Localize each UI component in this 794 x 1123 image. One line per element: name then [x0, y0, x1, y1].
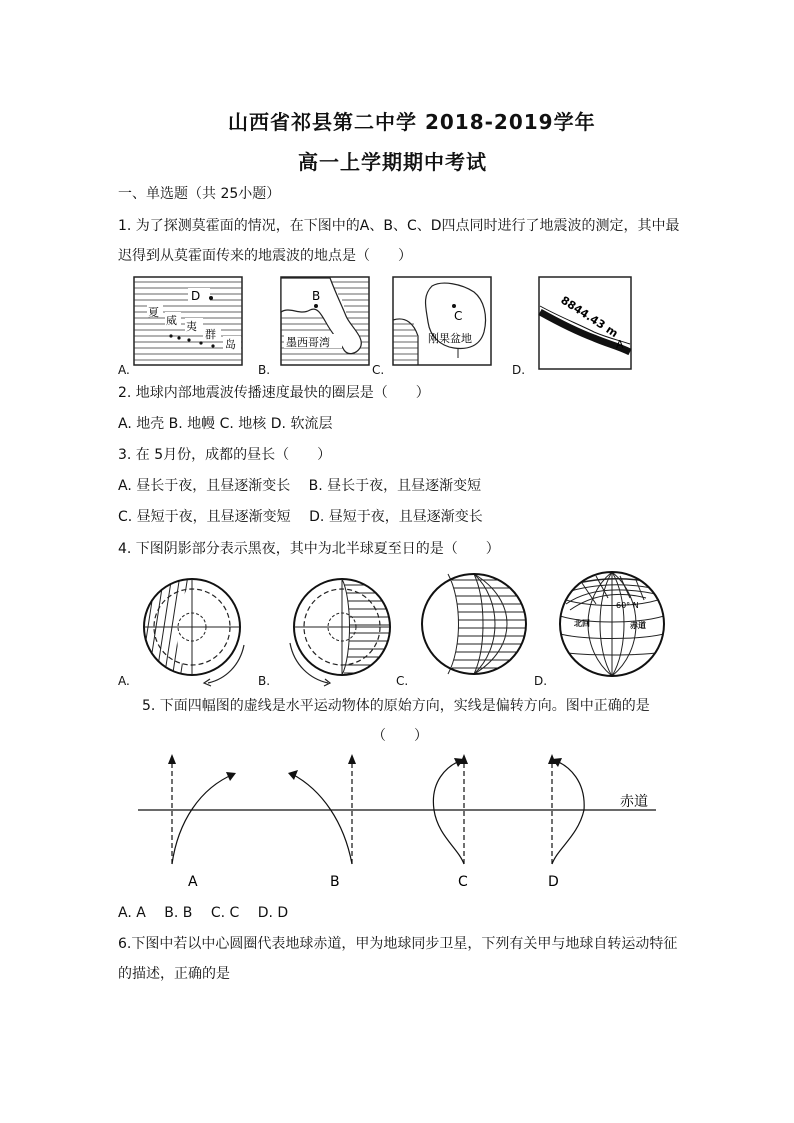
q4-globe-d [556, 568, 668, 682]
q1-map-c [392, 276, 494, 368]
q5-label-c: C [458, 874, 468, 890]
q4-globe-b [282, 575, 394, 687]
q6-stem-line1: 6.下图中若以中心圆圈代表地球赤道，甲为地球同步卫星，下列有关甲与地球自转运动特征 [118, 936, 678, 952]
q4-option-b: B. [258, 674, 271, 688]
q6-stem-line2: 的描述，正确的是 [118, 966, 230, 982]
q1-stem-line1: 1. 为了探测莫霍面的情况，在下图中的A、B、C、D四点同时进行了地震波的测定，其中最 [118, 218, 680, 234]
q1-option-d: D. [512, 363, 526, 377]
svg-text:威: 威 [166, 314, 177, 327]
q1-map-c-point: C [454, 309, 463, 323]
svg-text:墨西哥湾: 墨西哥湾 [286, 336, 330, 349]
q4-globe-a [140, 575, 250, 687]
q5-label-d: D [548, 874, 559, 890]
svg-text:夷: 夷 [186, 320, 197, 333]
q5-label-b: B [330, 874, 340, 890]
q1-option-a: A. [118, 363, 130, 377]
q4-option-c: C. [396, 674, 409, 688]
q5-options: A. A B. B C. C D. D [118, 905, 289, 921]
q2-options: A. 地壳 B. 地幔 C. 地核 D. 软流层 [118, 416, 333, 432]
q1-stem-line2: 迟得到从莫霍面传来的地震波的地点是（ ） [118, 248, 412, 264]
q3-stem: 3. 在 5月份，成都的昼长（ ） [118, 447, 332, 463]
svg-text:北回: 北回 [574, 619, 590, 628]
q1-map-b-point: B [312, 289, 321, 303]
svg-text:夏: 夏 [148, 306, 159, 319]
q1-option-b: B. [258, 363, 271, 377]
q1-map-d-height: 8844.43 m [558, 293, 621, 341]
q4-option-d: D. [534, 674, 548, 688]
page-subtitle: 高一上学期期中考试 [298, 150, 487, 174]
q2-stem: 2. 地球内部地震波传播速度最快的圈层是（ ） [118, 385, 430, 401]
section-heading: 一、单选题（共 25小题） [118, 186, 281, 202]
svg-text:刚果盆地: 刚果盆地 [428, 332, 472, 345]
q4-globe-c [418, 570, 532, 682]
q1-map-b [280, 276, 372, 368]
q3-options-row1: A. 昼长于夜，且昼逐渐变长 B. 昼长于夜，且昼逐渐变短 [118, 478, 482, 494]
q5-stem: 5. 下面四幅图的虚线是水平运动物体的原始方向，实线是偏转方向。图中正确的是 [142, 698, 650, 714]
q1-map-a-point: D [191, 289, 201, 303]
q4-globe-d-lat: 60° N [616, 601, 639, 610]
q4-option-a: A. [118, 674, 130, 688]
svg-text:群: 群 [205, 328, 216, 341]
q3-options-row2: C. 昼短于夜，且昼逐渐变短 D. 昼短于夜，且昼逐渐变长 [118, 509, 483, 525]
svg-text:赤道: 赤道 [630, 621, 646, 630]
q1-option-c: C. [372, 363, 385, 377]
q1-map-a [133, 276, 245, 368]
q4-stem: 4. 下图阴影部分表示黑夜，其中为北半球夏至日的是（ ） [118, 541, 500, 557]
q1-map-d-point: A [616, 338, 624, 351]
q5-paren: （ ） [372, 728, 428, 744]
q5-figure [130, 752, 670, 894]
q1-map-d [538, 276, 634, 372]
equator-label: 赤道 [620, 794, 648, 810]
page-title: 山西省祁县第二中学 2018-2019学年 [228, 110, 596, 134]
q5-label-a: A [188, 874, 198, 890]
svg-text:岛: 岛 [225, 338, 236, 351]
